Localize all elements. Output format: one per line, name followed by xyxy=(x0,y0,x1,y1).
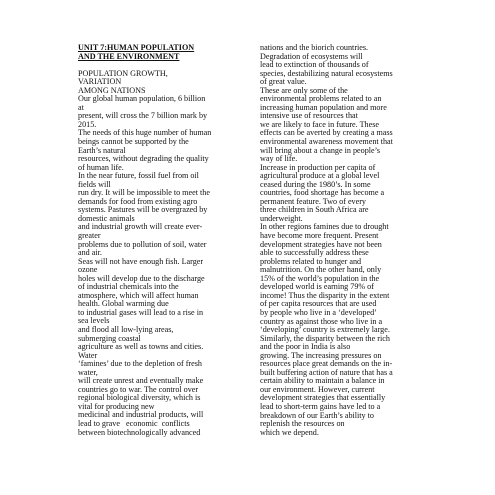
right-column-text-line: three children in South Africa are xyxy=(260,205,369,215)
left-column-text-line: run dry. It will be impossible to meet the xyxy=(78,188,210,198)
left-column-text-line: Our global human population, 6 billion xyxy=(78,94,206,104)
right-column-text-line: development strategies have not been xyxy=(260,239,382,249)
right-column-text-line: Degradation of ecosystems will xyxy=(260,51,363,61)
right-column-text-line: These are only some of the xyxy=(260,85,348,95)
left-column-text-line: will create unrest and eventually make xyxy=(78,376,204,386)
unit-title-line-1: UNIT 7:HUMAN POPULATION xyxy=(78,43,195,52)
left-column-text-line: atmosphere, which will affect human xyxy=(78,290,199,300)
right-column-text-line: Increase in production per capita of xyxy=(260,162,376,172)
left-column-text-line: of industrial chemicals into the xyxy=(78,282,179,292)
left-column-text-line: beings cannot be supported by the xyxy=(78,136,189,146)
right-column-text-line: 15% of the world’s population in the xyxy=(260,273,380,283)
left-column-text-line: present, will cross the 7 billion mark by xyxy=(78,111,208,121)
right-column-text-line: by people who live in a ‘developed’ xyxy=(260,307,377,317)
left-column-text-line: health. Global warming due xyxy=(78,299,169,309)
right-column-text-line: lead to short-term gains have led to a xyxy=(260,401,381,411)
left-column-text-line: systems. Pastures will be overgrazed by xyxy=(78,205,208,215)
right-column-text-line: In other regions famines due to drought xyxy=(260,222,389,232)
unit-title-line-2: AND THE ENVIRONMENT xyxy=(78,51,180,61)
left-column-text-line: demands for food from existing agro xyxy=(78,196,198,206)
right-column-text-line: growing. The increasing pressures on xyxy=(260,350,382,360)
right-column-text-line: environmental problems related to an xyxy=(260,94,382,104)
left-column-text-line: The needs of this huge number of human xyxy=(78,128,212,138)
right-column-text-line: of per capita resources that are used xyxy=(260,299,377,309)
right-column-text-line: Similarly, the disparity between the rich xyxy=(260,333,390,343)
left-column-text-line: vital for producing new xyxy=(78,401,155,411)
right-column-text-line: species, destabilizing natural ecosystems xyxy=(260,68,393,78)
right-column-text-line: resources place great demands on the in- xyxy=(260,359,393,369)
left-column-text-line: lead to grave economic conflicts xyxy=(78,419,190,429)
right-column-text-line: developed world is earning 79% of xyxy=(260,282,374,292)
left-column-text-line: between biotechnologically advanced xyxy=(78,427,201,437)
left-column-text-line: and air. xyxy=(78,248,102,258)
left-column-text-line: of human life. xyxy=(78,162,124,172)
right-column-text-line: countries, food shortage has become a xyxy=(260,188,385,198)
left-column-text-line: ‘famines’ due to the depletion of fresh xyxy=(78,359,202,369)
right-column-text-line: able to successfully address these xyxy=(260,248,369,258)
right-column-text-line: agricultural produce at a global level xyxy=(260,171,380,181)
left-column-text-line: problems due to pollution of soil, water xyxy=(78,239,207,249)
right-column-text-line: of great value. xyxy=(260,77,307,87)
right-column-text-line: income! Thus the disparity in the extent xyxy=(260,290,390,300)
left-column-text-line: resources, without degrading the quality xyxy=(78,154,209,164)
right-column-text-line: replenish the resources on xyxy=(260,419,345,429)
left-column-text-line: fields will xyxy=(78,179,111,189)
right-column-text-line: will bring about a change in people’s xyxy=(260,145,381,155)
right-column-text-line: underweight. xyxy=(260,213,303,223)
right-column-text-line: lead to extinction of thousands of xyxy=(260,60,369,70)
left-column-text-line: medicinal and industrial products, will xyxy=(78,410,204,420)
left-column-text-line: ozone xyxy=(78,265,98,275)
left-column-text-line: water, xyxy=(78,367,98,377)
left-column-text xyxy=(78,70,256,438)
right-column-text-line: environmental awareness movement that xyxy=(260,137,393,147)
right-column-text-line: effects can be averted by creating a mass xyxy=(260,128,393,138)
right-column-text-line: breakdown of our Earth’s ability to xyxy=(260,410,374,420)
left-column-text-line: submerging coastal xyxy=(78,333,141,343)
left-column-text-line: to industrial gases will lead to a rise in xyxy=(78,307,204,317)
right-column-text-line: permanent feature. Two of every xyxy=(260,196,366,206)
left-column-text-line: sea levels xyxy=(78,316,110,326)
left-column-text-line: 2015. xyxy=(78,119,97,129)
right-column-text-line: intensive use of resources that xyxy=(260,111,358,121)
right-column xyxy=(260,44,438,437)
right-column-text-line: problems related to hunger and xyxy=(260,256,362,266)
right-column-text-line: and the poor in India is also xyxy=(260,342,351,352)
left-column-text-line: Seas will not have enough fish. Larger xyxy=(78,256,204,266)
right-column-text xyxy=(260,44,438,437)
right-column-text-line: which we depend. xyxy=(260,427,319,437)
right-column-text-line: country as against those who live in a xyxy=(260,316,383,326)
left-column-text-line: at xyxy=(78,102,84,112)
left-column xyxy=(78,44,256,437)
left-column-text-line: holes will develop due to the discharge xyxy=(78,273,205,283)
right-column-text-line: built buffering action of nature that has a xyxy=(260,367,393,377)
right-column-text-line: have become more frequent. Present xyxy=(260,231,379,241)
left-column-text-line: countries go to war. The control over xyxy=(78,384,199,394)
left-column-text-line: Water xyxy=(78,350,98,360)
left-column-text-line: Earth’s natural xyxy=(78,145,126,155)
left-column-text-line: regional biological diversity, which is xyxy=(78,393,201,403)
left-column-text-line: agriculture as well as towns and cities. xyxy=(78,342,204,352)
right-column-text-line: malnutrition. On the other hand, only xyxy=(260,265,382,275)
right-column-text-line: increasing human population and more xyxy=(260,102,387,112)
left-column-text-line: and industrial growth will create ever- xyxy=(78,222,203,232)
left-column-text-line: AMONG NATIONS xyxy=(78,85,146,95)
right-column-text-line: nations and the biorich countries. xyxy=(260,43,369,52)
left-column-text-line: VARIATION xyxy=(78,77,122,87)
left-column-text-line: and flood all low-lying areas, xyxy=(78,325,174,334)
right-column-text-line: ceased during the 1980’s. In some xyxy=(260,179,371,189)
left-column-text-line: domestic animals xyxy=(78,213,135,223)
left-column-text-line: POPULATION GROWTH, xyxy=(78,68,168,78)
right-column-text-line: our environment. However, current xyxy=(260,384,375,394)
left-column-text-line: In the near future, fossil fuel from oil xyxy=(78,171,199,181)
right-column-text-line: ‘developing’ country is extremely large. xyxy=(260,325,390,335)
right-column-text-line: way of life. xyxy=(260,154,298,164)
right-column-text-line: certain ability to maintain a balance in xyxy=(260,376,385,386)
right-column-text-line: we are likely to face in future. These xyxy=(260,119,379,129)
left-column-text-line: greater xyxy=(78,230,101,240)
right-column-text-line: development strategies that essentially xyxy=(260,393,386,403)
